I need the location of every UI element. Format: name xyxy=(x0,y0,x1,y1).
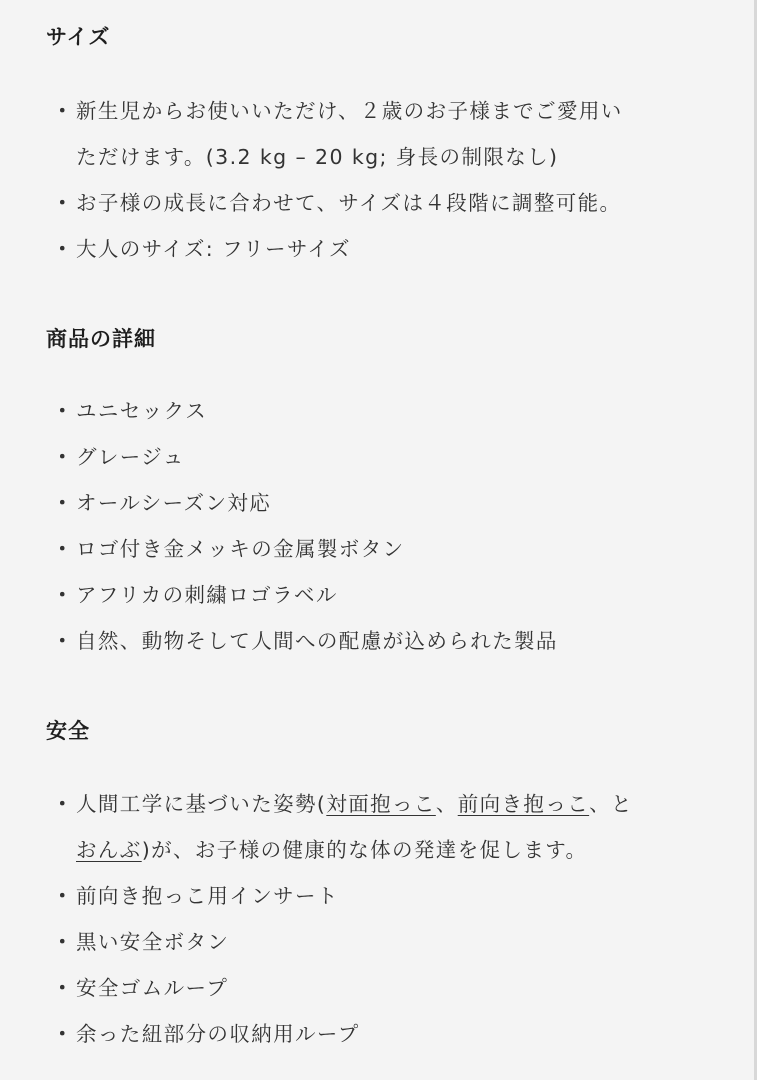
list-item xyxy=(52,94,623,124)
face-out-carry-link[interactable]: 前向き抱っこ xyxy=(457,792,590,816)
size-item-text: 新生児からお使いいただけ、２歳のお子様までご愛用い xyxy=(76,99,623,123)
detail-item-text: アフリカの刺繍ロゴラベル xyxy=(76,583,338,607)
safety-heading: 安全 xyxy=(46,719,90,743)
safety-item-continuation xyxy=(76,833,587,863)
bullet: ・ xyxy=(52,399,74,423)
detail-item-text: 自然、動物そして人間への配慮が込められた製品 xyxy=(76,629,558,653)
safety-item-text: 余った紐部分の収納用ループ xyxy=(76,1022,360,1046)
safety-item-text: 黒い安全ボタン xyxy=(76,930,230,954)
list-item xyxy=(52,925,229,955)
bullet: ・ xyxy=(52,237,74,261)
separator-text: 、 xyxy=(435,792,458,816)
list-item xyxy=(52,186,621,216)
bullet: ・ xyxy=(52,583,74,607)
safety-item-text: 人間工学に基づいた姿勢( xyxy=(76,792,327,816)
bullet: ・ xyxy=(52,191,74,215)
safety-item-text: 安全ゴムループ xyxy=(76,976,229,1000)
safety-item-text: 前向き抱っこ用インサート xyxy=(76,884,339,908)
bullet: ・ xyxy=(52,491,74,515)
detail-item-text: ユニセックス xyxy=(76,399,208,423)
bullet: ・ xyxy=(52,537,74,561)
safety-item-text: )が、お子様の健康的な体の発達を促します。 xyxy=(141,838,588,862)
face-in-carry-link[interactable]: 対面抱っこ xyxy=(326,792,436,816)
bullet: ・ xyxy=(52,445,74,469)
list-item xyxy=(52,971,228,1001)
size-item-text: お子様の成長に合わせて、サイズは４段階に調整可能。 xyxy=(76,191,622,215)
list-item xyxy=(52,532,405,562)
list-item xyxy=(52,1017,360,1047)
size-item-text: 大人のサイズ: フリーサイズ xyxy=(76,237,351,261)
detail-item-text: グレージュ xyxy=(76,445,185,469)
size-item-continuation: ただけます。(3.2 kg – 20 kg; 身長の制限なし) xyxy=(76,145,559,169)
back-carry-link[interactable]: おんぶ xyxy=(76,838,142,862)
list-item xyxy=(52,440,185,470)
detail-item-text: オールシーズン対応 xyxy=(76,491,272,515)
list-item xyxy=(52,624,558,654)
list-item xyxy=(52,394,207,424)
details-heading: 商品の詳細 xyxy=(46,327,156,351)
separator-text: 、と xyxy=(589,792,633,816)
bullet: ・ xyxy=(52,792,74,816)
size-heading: サイズ xyxy=(46,25,111,49)
list-item xyxy=(52,232,351,262)
list-item xyxy=(52,879,339,909)
list-item xyxy=(52,486,271,516)
list-item xyxy=(52,578,338,608)
bullet: ・ xyxy=(52,99,74,123)
bullet: ・ xyxy=(52,1022,74,1046)
bullet: ・ xyxy=(52,629,74,653)
bullet: ・ xyxy=(52,884,74,908)
bullet: ・ xyxy=(52,930,74,954)
detail-item-text: ロゴ付き金メッキの金属製ボタン xyxy=(76,537,405,561)
list-item xyxy=(52,787,633,817)
bullet: ・ xyxy=(52,976,74,1000)
